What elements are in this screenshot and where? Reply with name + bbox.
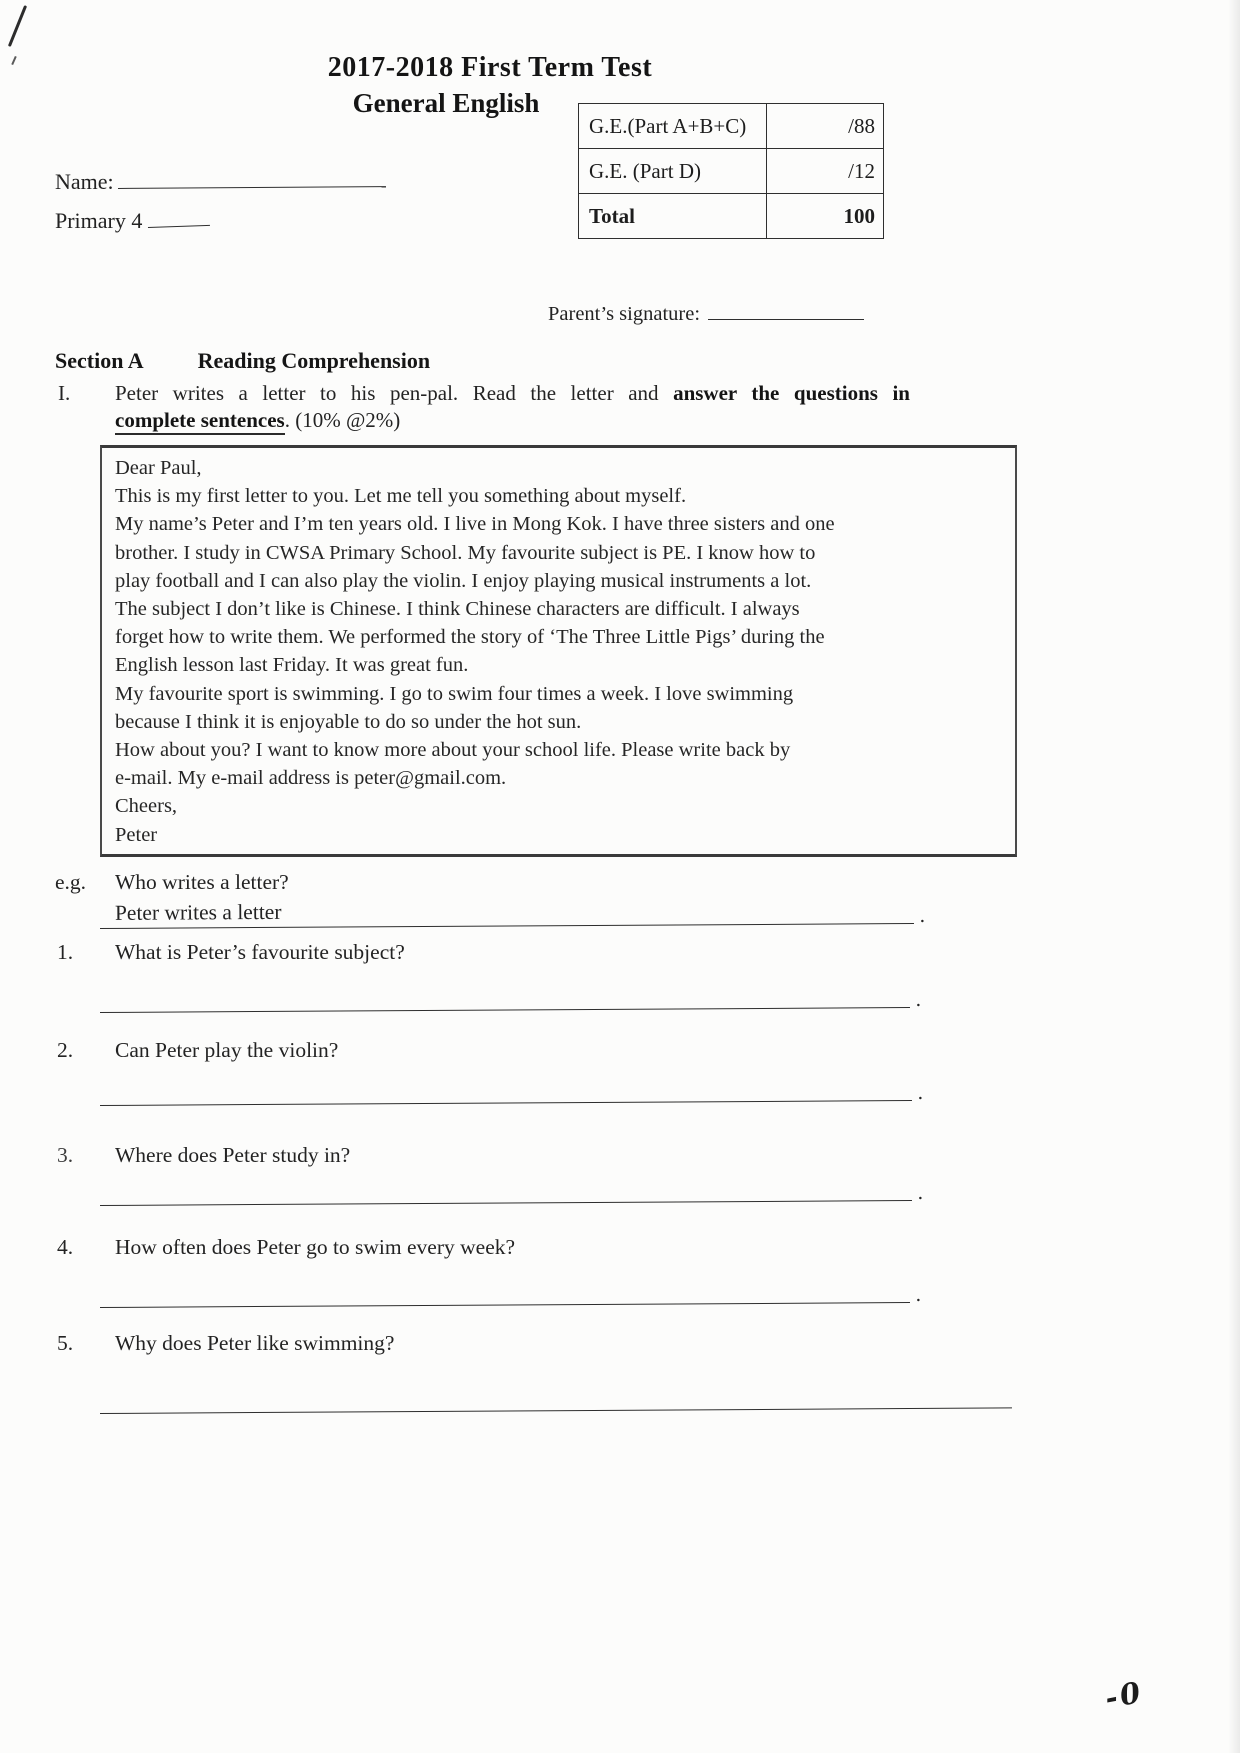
- score-value: /12: [767, 149, 884, 194]
- document-subtitle: General English: [352, 88, 540, 118]
- section-a-heading: [55, 348, 430, 374]
- question-3-answer-line: [100, 1172, 924, 1206]
- score-label: G.E. (Part D): [579, 149, 767, 194]
- instruction-bold-text: answer the questions in: [673, 381, 910, 405]
- letter-line: The subject I don’t like is Chinese. I think Chinese characters are difficult. I always: [115, 598, 800, 621]
- name-label: Name:: [55, 169, 114, 194]
- name-row: [55, 169, 386, 195]
- letter-line: Cheers,: [115, 795, 178, 818]
- question-5-text: Why does Peter like swimming?: [115, 1331, 395, 1355]
- answer-line-period: .: [919, 902, 926, 927]
- answer-line-period: .: [917, 1179, 924, 1205]
- question-1-answer-line: [100, 979, 922, 1013]
- instruction-text: Peter writes a letter to his pen-pal. Read the letter and: [115, 381, 674, 405]
- question-4-number: 4.: [57, 1235, 74, 1259]
- question-5-answer-line: [100, 1379, 1012, 1414]
- handwritten-page-number: -0: [1102, 1674, 1147, 1716]
- question-2-answer-line: [100, 1072, 924, 1106]
- exercise-instruction-line2: [115, 408, 400, 433]
- letter-line: My favourite sport is swimming. I go to swim four times a week. I love swimming: [115, 682, 794, 705]
- document-title: 2017-2018 First Term Test: [327, 52, 653, 83]
- parent-signature-row: [548, 303, 864, 326]
- question-3-number: 3.: [57, 1143, 74, 1167]
- letter-line: forget how to write them. We performed the story of ‘The Three Little Pigs’ during the: [115, 626, 825, 649]
- letter-line: English lesson last Friday. It was great fun.: [115, 654, 469, 677]
- score-row-part-abc: [579, 104, 884, 149]
- question-4-answer-line: [100, 1274, 922, 1308]
- answer-line-period: .: [915, 986, 922, 1012]
- score-label: Total: [579, 194, 767, 239]
- letter-line: Dear Paul,: [115, 457, 202, 479]
- instruction-tail-text: . (10% @2%): [284, 408, 401, 432]
- reading-letter-box: [100, 445, 1017, 857]
- pen-stroke-mark: [8, 5, 27, 47]
- section-title: Reading Comprehension: [197, 348, 431, 373]
- class-label: Primary 4: [55, 208, 143, 233]
- question-1-number: 1.: [57, 940, 74, 964]
- scan-edge-shadow: [1228, 0, 1240, 1753]
- letter-line: Peter: [115, 823, 158, 846]
- score-value: /88: [767, 104, 884, 149]
- answer-line-period: .: [915, 1281, 922, 1307]
- letter-line: play football and I can also play the violin. I enjoy playing musical instruments a lot.: [115, 569, 812, 592]
- class-blank-line: [148, 215, 210, 228]
- section-label: Section A: [55, 348, 144, 373]
- letter-line: because I think it is enjoyable to do so under the hot sun.: [115, 710, 582, 733]
- parent-signature-label: Parent’s signature:: [548, 303, 701, 325]
- score-label: G.E.(Part A+B+C): [579, 104, 767, 149]
- example-answer-text: Peter writes a letter: [114, 899, 282, 925]
- exercise-instruction-line1: [115, 381, 910, 406]
- letter-line: How about you? I want to know more about your school life. Please write back by: [115, 739, 791, 762]
- question-2-text: Can Peter play the violin?: [115, 1038, 339, 1062]
- letter-line: My name’s Peter and I’m ten years old. I live in Mong Kok. I have three sisters and one: [115, 513, 835, 536]
- score-table: [578, 103, 884, 239]
- example-question-number: e.g.: [55, 870, 87, 894]
- pen-stroke-mark-small: [11, 56, 16, 65]
- letter-line: e-mail. My e-mail address is peter@gmail.com.: [115, 767, 507, 790]
- question-4-text: How often does Peter go to swim every week?: [115, 1235, 516, 1259]
- exercise-number: I.: [58, 381, 71, 405]
- name-blank-line: [118, 170, 386, 189]
- letter-line: brother. I study in CWSA Primary School. My favourite subject is PE. I know how to: [115, 541, 816, 564]
- score-row-part-d: [579, 149, 884, 194]
- question-1-text: What is Peter’s favourite subject?: [115, 940, 405, 964]
- score-value: 100: [767, 194, 884, 239]
- question-3-text: Where does Peter study in?: [115, 1143, 351, 1167]
- example-question-text: Who writes a letter?: [115, 870, 289, 894]
- question-5-number: 5.: [57, 1331, 74, 1355]
- instruction-underlined-text: complete sentences: [115, 408, 285, 435]
- question-2-number: 2.: [57, 1038, 74, 1062]
- example-answer-line: [100, 895, 926, 929]
- letter-line: This is my first letter to you. Let me tell you something about myself.: [115, 485, 687, 508]
- score-row-total: [579, 194, 884, 239]
- parent-signature-blank-line: [708, 303, 864, 320]
- class-row: [55, 208, 210, 234]
- answer-line-period: .: [917, 1079, 924, 1105]
